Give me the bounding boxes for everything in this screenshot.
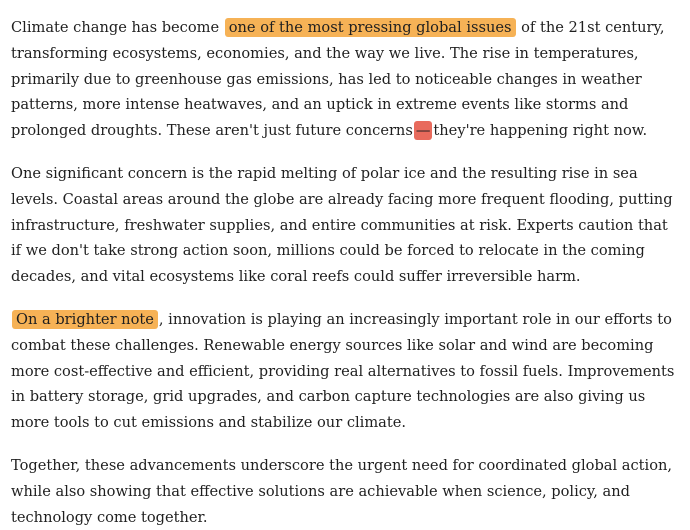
highlight-pressing-issues[interactable]: one of the most pressing global issues	[225, 18, 516, 37]
paragraph-3	[11, 307, 680, 436]
paragraph-1-text-start: Climate change has become	[11, 19, 224, 36]
paragraph-2: One significant concern is the rapid melting of polar ice and the resulting rise in sea levels. Coastal areas around the globe are already facing more frequent flooding, putting infrastructure, freshwater supplies, and entire communities at risk. Experts caution that if we don't take strong action soon, millions could be forced to relocate in the coming decades, and vital ecosystems like coral reefs could suffer irreversible harm.	[11, 164, 673, 286]
highlight-em-dash[interactable]: —	[415, 122, 431, 140]
paragraph-1-text-end: they're happening right now.	[433, 122, 648, 140]
highlight-brighter-note[interactable]: On a brighter note	[12, 310, 158, 329]
paragraph-3-text: , innovation is playing an increasingly important role in our efforts to combat these challenges. Renewable energy sources like solar and wind are becoming more cost-effective and efficient, providing real alternatives to fossil fuels. Improvements in battery storage, grid upgrades, and carbon capture technologies are also giving us more tools to cut emissions and stabilize our climate.	[11, 310, 675, 432]
paragraph-4: Together, these advancements underscore the urgent need for coordinated global action, while also showing that effective solutions are achievable when science, policy, and technology come together.	[11, 456, 673, 526]
paragraph-1	[11, 15, 680, 144]
paragraph-1-text-middle: of the 21st century, transforming ecosystems, economies, and the way we live. The rise in temperatures, primarily due to greenhouse gas emissions, has led to noticeable changes in weather patterns, more intense heatwaves, and an uptick in extreme events like storms and prolonged droughts. These aren't just future concerns	[11, 19, 665, 140]
